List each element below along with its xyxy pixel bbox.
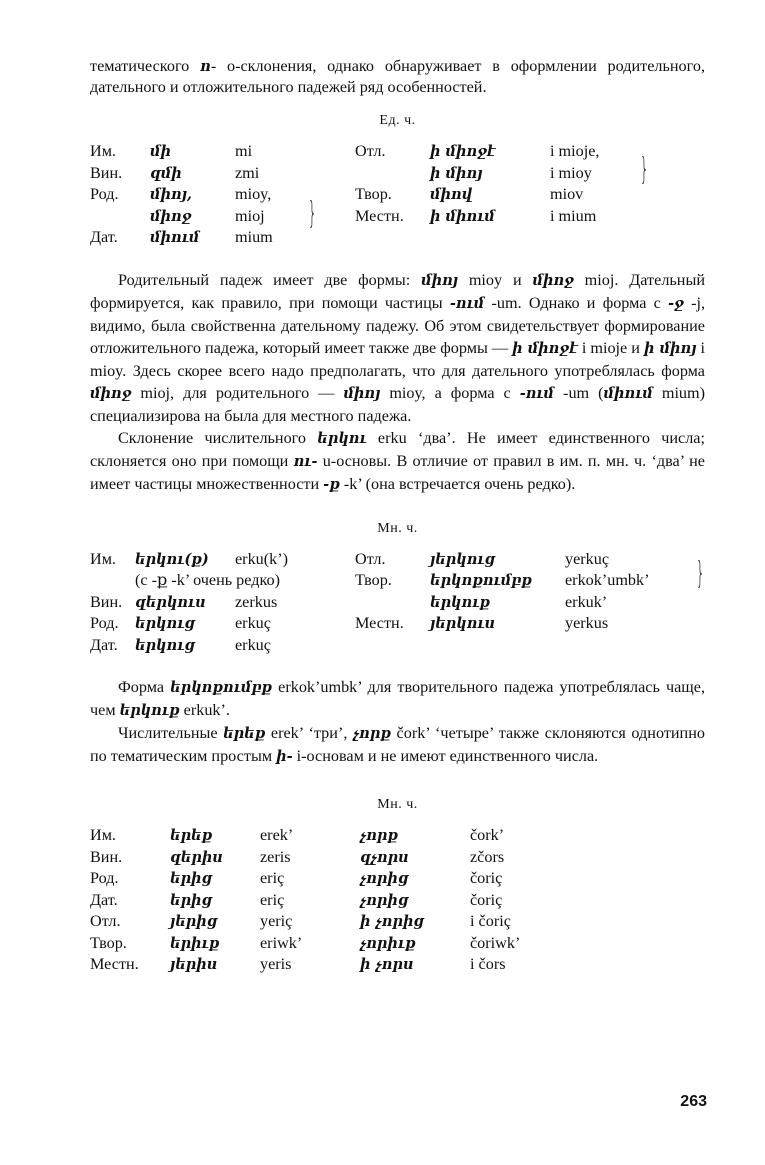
table-row: [90, 635, 695, 657]
table-cell: yerkus: [565, 614, 609, 632]
armenian-form: չորից: [360, 891, 409, 909]
caption-numerals: Мн. ч.: [377, 797, 418, 812]
text: Числительные: [118, 724, 224, 742]
armenian-word: երեք: [223, 725, 266, 742]
armenian-form: երից: [170, 870, 212, 887]
intro-paragraph: тематического ո- о-склонения, однако обнаруживает в оформлении родительного, дательного и отложительного падежей ряд особенностей.: [90, 57, 706, 96]
armenian-word: միոջ: [532, 271, 574, 289]
armenian-form: երեք: [170, 827, 213, 844]
table-cell: erkuç: [235, 635, 271, 654]
table-cell: Отл.: [355, 549, 386, 568]
text: erkok’umbk’ для творительного падежа употреблялась чаще, чем: [90, 678, 705, 719]
armenian-word: ի-: [276, 748, 293, 765]
text: erku ‘два’. Не имеет единственного числа; склоняется оно при помощи: [90, 428, 705, 470]
table-row: [90, 868, 570, 890]
table-cell: Род.: [90, 869, 119, 887]
armenian-word: -ում: [519, 384, 555, 402]
armenian-word: ի միոյ: [644, 339, 697, 357]
armenian-form: յերից: [170, 913, 218, 930]
table-row: [90, 933, 570, 955]
table-cell: Местн.: [355, 614, 404, 632]
table-cell: eriwk’: [260, 933, 303, 952]
table-cell: zerkus: [235, 592, 278, 611]
text: -um (: [554, 383, 604, 402]
table-cell: eriç: [260, 869, 285, 887]
table-cell: i mioje,: [550, 142, 600, 160]
table-row: [90, 549, 695, 571]
table-cell: [90, 570, 135, 592]
table-cell: mium: [235, 228, 273, 246]
armenian-form: ի չորս: [360, 956, 414, 973]
paragraph-erku: [90, 427, 705, 496]
armenian-form: երկուց: [135, 615, 195, 632]
table-cell: Род.: [90, 614, 119, 632]
armenian-word: -ում: [449, 294, 485, 312]
table-cell: Им.: [90, 826, 116, 844]
table-cell: yerkuç: [565, 549, 610, 568]
armenian-form: զմի: [150, 164, 182, 182]
armenian-word: չորք: [352, 725, 391, 742]
table-cell: [565, 635, 695, 657]
text: -um. Однако и форма с: [484, 293, 669, 312]
table-cell: Вин.: [90, 163, 123, 182]
table-cell: erku(k’): [235, 549, 289, 568]
armenian-form: յերկուց: [430, 550, 495, 568]
table-cell: [355, 227, 430, 249]
armenian-form: մի: [150, 143, 171, 160]
armenian-form: երկուց: [135, 636, 195, 654]
table-cell: i čors: [470, 955, 506, 973]
table-cell: eriç: [260, 890, 285, 909]
table-cell: erek’: [260, 826, 294, 844]
armenian-form: երից: [170, 891, 212, 909]
text: erek’ ‘три’,: [265, 724, 353, 742]
armenian-word: միոջ: [90, 384, 132, 402]
page-body: [90, 56, 705, 976]
armenian-form: (с -ք -k’ очень редко): [135, 571, 280, 589]
brace: }: [308, 196, 317, 231]
paragraph-form: [90, 676, 705, 722]
text: mioy, а форма с: [380, 383, 520, 402]
text: Склонение числительного: [118, 428, 318, 447]
text: čork’ ‘четыре’ также склоняются однотипно по тематическим простым: [90, 724, 705, 765]
table-row: [90, 890, 570, 912]
table-cell: Твор.: [355, 571, 392, 589]
armenian-form: երկոքումբք: [430, 572, 532, 589]
table-cell: i mioy: [550, 163, 592, 182]
table-cell: [355, 592, 430, 614]
armenian-word: երկու: [317, 429, 367, 447]
armenian-form: ի չորից: [360, 913, 424, 930]
brace: }: [696, 555, 705, 591]
armenian-form: [430, 635, 565, 657]
table-cell: [355, 635, 430, 657]
table-cell: [550, 227, 650, 249]
table-row: [90, 825, 570, 847]
armenian-form: զերիս: [170, 848, 223, 866]
armenian-form: ի միոջէ: [430, 143, 496, 160]
text: u-основы. В отличие от правил в им. п. мн. ч. ‘два’ не имеет частицы множественности: [90, 451, 705, 493]
table-row: [90, 141, 650, 163]
table-cell: zmi: [235, 163, 260, 182]
table-cell: Вин.: [90, 847, 123, 866]
paragraph-genitive: [90, 269, 705, 427]
table-cell: zčors: [470, 847, 505, 866]
table-cell: miov: [550, 185, 584, 203]
armenian-form: երկու(ք): [135, 550, 209, 568]
armenian-word: -ք: [323, 475, 340, 493]
table-cell: [355, 163, 430, 185]
table-cell: i čoriç: [470, 912, 511, 930]
armenian-form: յերկուս: [430, 615, 496, 632]
text: Родительный падеж имеет две формы:: [118, 270, 422, 289]
text: о-склонения, однако обнаруживает в оформлении родительного, дательного и отложительного падежей ряд особенностей.: [90, 57, 706, 96]
armenian-form: զչորս: [360, 848, 409, 866]
table-row: [90, 613, 695, 635]
table-cell: Местн.: [90, 955, 139, 973]
table-cell: Дат.: [90, 228, 118, 246]
text: i mioy. Здесь скорее всего надо предполагать, что для дательного употреблялась форма: [90, 338, 706, 380]
table-cell: Им.: [90, 549, 116, 568]
paragraph-numerals: [90, 722, 705, 768]
table-cell: Местн.: [355, 206, 404, 225]
table-row: [90, 206, 650, 228]
armenian-form: ի միում: [430, 207, 495, 225]
table-cell: čork’: [470, 826, 505, 844]
armenian-form: երկուք: [430, 593, 490, 611]
armenian-form: զերկուս: [135, 593, 206, 611]
table-cell: mioy,: [235, 185, 272, 203]
table-cell: Твор.: [355, 185, 392, 203]
armenian-word: ի միոջէ: [512, 339, 578, 357]
table-cell: Отл.: [90, 912, 121, 930]
armenian-word: միոյ: [421, 271, 458, 289]
table-cell: čoriwk’: [470, 933, 521, 952]
table-cell: čoriç: [470, 869, 503, 887]
singular-declension-table: [90, 141, 650, 249]
table-cell: [90, 206, 150, 228]
armenian-word: միում: [603, 384, 653, 402]
plural-declension-table: [90, 549, 695, 657]
armenian-form: միոյ,: [150, 186, 192, 203]
table-cell: Им.: [90, 142, 116, 160]
armenian-form: երիւք: [170, 934, 220, 952]
armenian-word: երկուք: [119, 702, 180, 719]
table-cell: yeriç: [260, 912, 293, 930]
text: i mioje и: [577, 338, 645, 357]
table-cell: yeris: [260, 955, 292, 973]
armenian-form: չորիւք: [360, 934, 416, 952]
brace: }: [640, 152, 649, 187]
armenian-form: [430, 227, 550, 249]
caption-singular: Ед. ч.: [379, 113, 416, 128]
table-row: [90, 592, 695, 614]
text: -: [210, 57, 217, 75]
armenian-form: չորք: [360, 827, 399, 844]
table-row: [90, 847, 570, 869]
text: Форма: [118, 678, 171, 696]
table-cell: čoriç: [470, 890, 503, 909]
armenian-form: չորից: [360, 870, 409, 887]
armenian-form: միով: [430, 186, 473, 203]
table-cell: Дат.: [90, 890, 118, 909]
text: mioj. Дательный формируется, как правило, при помощи частицы: [90, 270, 705, 312]
table-row: [90, 570, 695, 592]
table-row: [90, 227, 650, 249]
armenian-form: ի միոյ: [430, 164, 483, 182]
table-row: [90, 184, 650, 206]
page-number: 263: [680, 1093, 707, 1110]
table-cell: erkuk’: [565, 592, 608, 611]
text: i-основам и не имеют единственного числа.: [292, 747, 599, 765]
text: mioy и: [457, 270, 533, 289]
table-cell: Отл.: [355, 142, 386, 160]
text: mium) специализирова на была для местного падежа.: [90, 383, 706, 425]
table-cell: erkuç: [235, 614, 271, 632]
table-row: [90, 163, 650, 185]
armenian-form: յերիս: [170, 956, 218, 973]
table-cell: mioj: [235, 206, 265, 225]
table-cell: Дат.: [90, 635, 118, 654]
numeral-declension-table: [90, 825, 570, 976]
table-cell: Род.: [90, 185, 119, 203]
singular-table-wrap: [90, 141, 705, 249]
table-cell: zeris: [260, 847, 291, 866]
table-cell: Твор.: [90, 933, 127, 952]
text: erkuk’.: [179, 701, 230, 719]
text: -j, видимо, была свойственна дательному падежу. Об этом свидетельствует формирование отложительного падежа, который имеет также две формы —: [90, 293, 705, 357]
caption-plural: Мн. ч.: [377, 520, 418, 536]
table-row: [90, 911, 570, 933]
table-row: [90, 954, 570, 976]
plural-table-wrap: [90, 549, 705, 657]
text: тематического: [90, 57, 190, 75]
armenian-word: երկոքումբք: [170, 679, 273, 696]
text: -k’ (она встречается очень редко).: [339, 474, 576, 493]
armenian-word: -ջ: [668, 294, 684, 312]
armenian-form: միոջ: [150, 207, 192, 225]
armenian-form: միում: [150, 229, 200, 246]
armenian-word: միոյ: [343, 384, 381, 402]
table-cell: erkok’umbk’: [565, 571, 650, 589]
text: mioj, для родительного —: [131, 383, 344, 402]
armenian-word: ու-: [293, 452, 318, 470]
table-cell: i mium: [550, 206, 597, 225]
table-cell: mi: [235, 142, 253, 160]
table-cell: Вин.: [90, 592, 123, 611]
